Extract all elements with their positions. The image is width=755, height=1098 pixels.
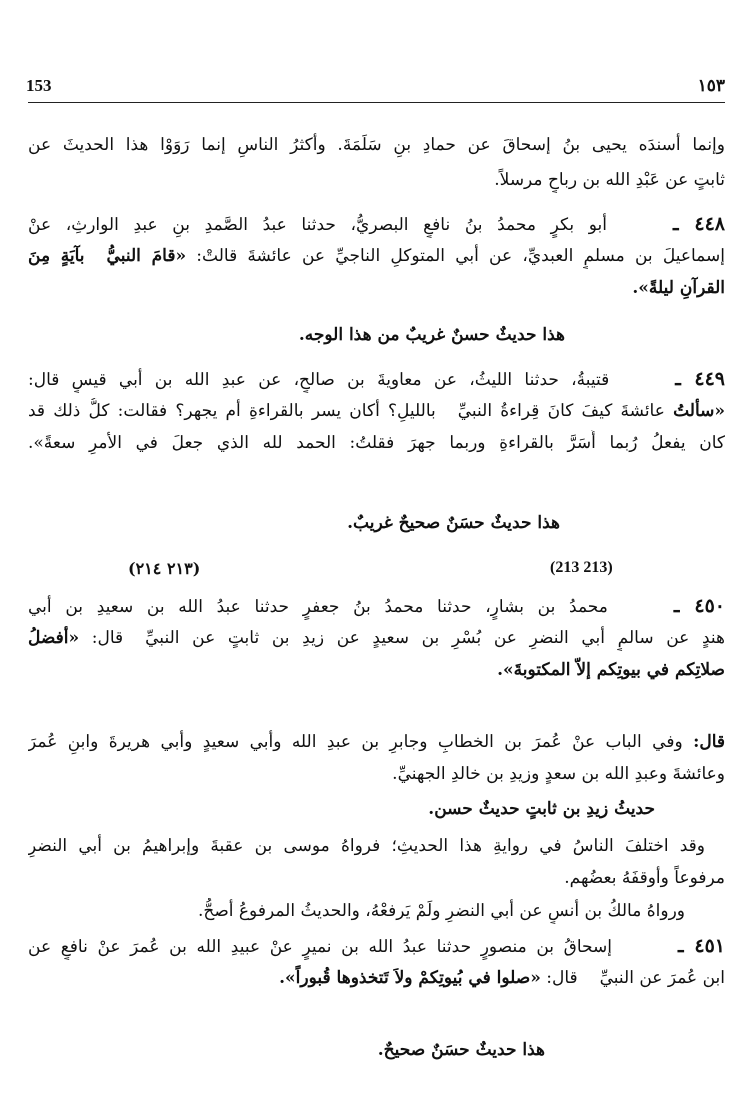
hadith-matn: «قامَ النبيُّ: [106, 246, 187, 266]
hadith-448-line-2: [28, 243, 725, 269]
reference-numbers-latin: (213 213): [550, 559, 613, 576]
text-line-content: قتيبةُ، حدثنا الليثُ، عن معاويةَ بن صالحٍ، عن عبدِ الله بن أبي قيسٍ قال:: [28, 370, 610, 390]
hadith-matn: «صلوا في بُيوتِكمْ ولاَ تَتخذوها قُبوراً».: [279, 968, 541, 988]
text-line-content: ورواهُ مالكُ بن أنسٍ عن أبي النضرِ ولَمْ يَرفعْهُ، والحديثُ المرفوعُ أصحُّ.: [197, 901, 685, 921]
text-line-content: وفي الباب عنْ عُمرَ بن الخطابِ وجابرِ بن عبدِ الله وأبي سعيدٍ وأبي هريرةَ وابنِ عُمرَ: [28, 732, 683, 752]
hadith-451-grading: هذا حديثٌ حسَنٌ صحيحٌ.: [377, 1040, 545, 1060]
hadith-number: ٤٥٠ ـ: [673, 595, 725, 617]
hadith-450-grading: حديثُ زيدِ بن ثابتٍ حديثٌ حسن.: [428, 799, 655, 819]
text-line-content: محمدُ بن بشارٍ، حدثنا محمدُ بنُ جعفرٍ حدثنا عبدُ الله بن سعيدِ بن أبي: [28, 597, 608, 617]
malik-line: [28, 898, 685, 924]
text-line-content: وقد اختلفَ الناسُ في روايةِ هذا الحديثِ؛ فرواهُ موسى بن عقبةَ وإبراهيمُ بن أبي النضرِ: [28, 836, 705, 856]
text-line-content: أبو بكرٍ محمدُ بنُ نافعٍ البصريُّ، حدثنا عبدُ الصَّمدِ بنِ عبدِ الوارثِ، عنْ: [28, 215, 607, 235]
text-line-content: هندٍ عن سالمٍ أبي النضرِ عن بُسْرِ بن سعيدٍ عن زيدِ بن ثابتٍ عن النبيِّ: [145, 628, 725, 648]
text-line: [28, 167, 725, 193]
ikhtilaf-line-2: [28, 865, 725, 891]
bab-note-line-1: [28, 729, 725, 755]
hadith-451-line-2: [28, 965, 725, 991]
ikhtilaf-line-1: [28, 833, 705, 859]
text-line-content: وعائشةَ وعبدِ الله بن سعدٍ وزيدِ بن خالدِ الجهنيِّ.: [392, 764, 725, 784]
bab-note-line-2: [28, 761, 725, 787]
hadith-448-line-1: [28, 211, 725, 238]
text-line-content: قال:: [91, 628, 124, 648]
hadith-number: ٤٤٨ ـ: [672, 213, 725, 235]
hadith-450-line-1: [28, 593, 725, 620]
text-line-content: قال:: [546, 968, 578, 988]
text-line-content: إسماعيلَ بن مسلمٍ العبديِّ، عن أبي المتوكلِ الناجيِّ عن عائشةَ قالتْ:: [196, 246, 725, 266]
hadith-matn: صلاتِكم في بيوتِكم إلاّ المكتوبةَ».: [497, 660, 725, 680]
qala-label: قال:: [693, 732, 725, 752]
hadith-matn: بآيَةٍ مِنَ: [28, 246, 85, 266]
hadith-matn: القرآنِ ليلةً».: [632, 278, 725, 298]
hadith-matn: «سألتُ: [673, 401, 725, 421]
text-line-content: وإنما أسندَه يحيى بنُ إسحاقَ عن حمادِ بنِ سَلَمَةَ. وأكثرُ الناسِ إنما رَوَوْا هذا الحديثَ عن: [28, 135, 725, 155]
text-line-content: إسحاقُ بن منصورٍ حدثنا عبدُ الله بن نميرٍ عنْ عبيدِ الله بن عُمرَ عنْ نافعٍ عن: [28, 937, 612, 957]
hadith-448-line-3: [28, 275, 725, 301]
text-line-content: ابن عُمرَ عن النبيِّ: [599, 968, 725, 988]
hadith-449-grading: هذا حديثٌ حسَنٌ صحيحٌ غريبٌ.: [347, 513, 560, 533]
page-number-arabic: ١٥٣: [697, 76, 725, 96]
header-rule: [28, 102, 725, 103]
hadith-matn: «أفضلُ: [28, 628, 80, 648]
text-line: [28, 132, 725, 158]
hadith-450-line-3: [28, 657, 725, 683]
hadith-number: ٤٤٩ ـ: [675, 368, 725, 390]
text-line-content: بالليلِ؟ أكان يسر بالقراءةِ أم يجهر؟ فقالت: كلُّ ذلك قد: [28, 401, 436, 421]
page-number-latin: 153: [26, 76, 52, 95]
text-line-content: كان يفعلُ رُبما أَسَرَّ بالقراءةِ وربما جهرَ فقلتُ: الحمد لله الذي جعلَ في الأمرِ سعةً».: [28, 433, 725, 453]
reference-numbers-arabic: (٢١٣ ٢١٤): [128, 559, 201, 578]
hadith-449-line-3: [28, 430, 725, 456]
hadith-448-grading: هذا حديثٌ حسنٌ غريبٌ من هذا الوجه.: [298, 325, 565, 345]
hadith-449-line-1: [28, 366, 725, 393]
text-line-content: عائشةَ كيفَ كانَ قِراءةُ النبيِّ: [457, 401, 665, 421]
text-line-content: ثابتٍ عن عَبْدِ الله بن رباحٍ مرسلاً.: [494, 170, 725, 190]
hadith-449-line-2: [28, 398, 725, 424]
text-line-content: مرفوعاً وأوقفَهُ بعضُهم.: [564, 868, 725, 888]
hadith-number: ٤٥١ ـ: [677, 935, 725, 957]
hadith-450-line-2: [28, 625, 725, 651]
hadith-451-line-1: [28, 933, 725, 960]
